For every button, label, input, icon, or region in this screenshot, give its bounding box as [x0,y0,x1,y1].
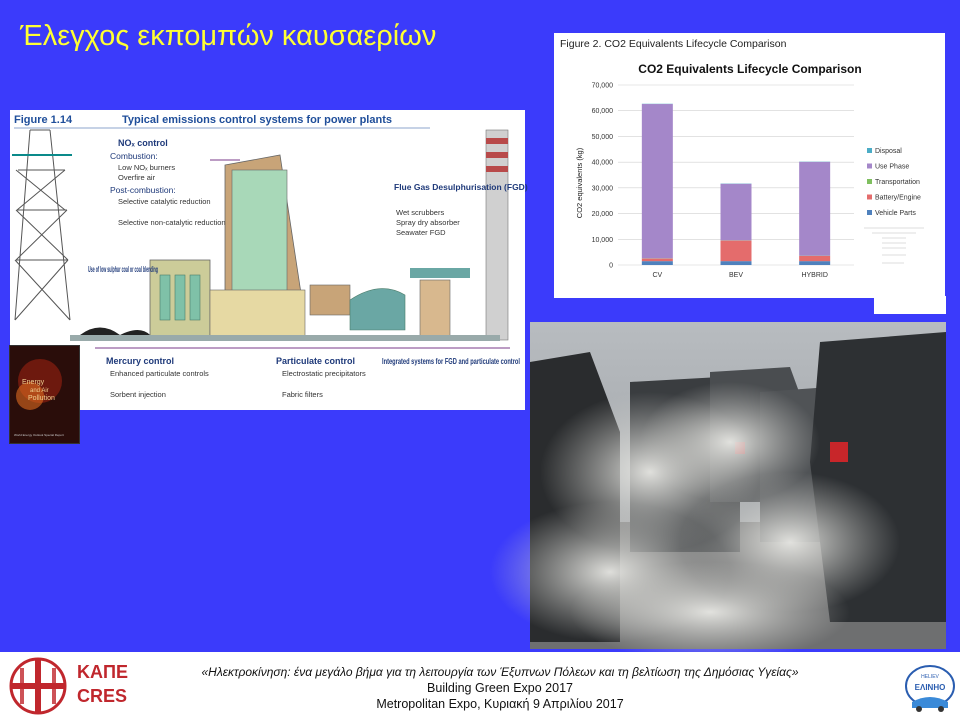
chart-bar-segment [721,261,752,265]
chart-legend-swatch [867,195,872,200]
chart-bar-segment [799,261,830,265]
chart-legend-swatch [867,179,872,184]
mercury-item: Sorbent injection [110,390,166,399]
slide-title: Έλεγχος εκπομπών καυσαερίων [20,20,437,52]
combustion-heading: Combustion: [110,151,158,161]
chart-legend-label: Use Phase [875,163,910,171]
chart-ytick-label: 20,000 [591,211,613,219]
coal-label: Use of low sulphur coal or coal blending [88,265,159,274]
book-title-line: Energy [22,379,45,386]
chart-bar-segment [721,241,752,262]
particulate-item: Electrostatic precipitators [282,369,366,378]
traffic-photo-art [530,322,946,649]
book-title-line: Pollution [28,395,55,402]
chart-ytick-label: 0 [609,262,613,270]
fgd-item: Seawater FGD [396,228,446,237]
footer-event-title: «Ηλεκτροκίνηση: ένα μεγάλο βήμα για τη λειτουργία των Έξυπνων Πόλεων και τη βελτίωση της Δημόσιας Υγείας» [201,665,799,679]
book-subtitle: World Energy Outlook Special Report [14,433,64,437]
eliney-logo-icon [904,662,956,716]
book-cover [9,345,80,444]
chart-legend-label: Disposal [875,148,902,155]
mercury-heading: Mercury control [106,356,175,366]
particulate-heading: Particulate control [276,356,356,366]
co2-chart-panel [554,33,945,298]
chart-legend-label: Battery/Engine [875,194,921,202]
integrated-heading: Integrated systems for FGD and particulate control [382,357,520,366]
cres-logo-text: CRES [77,686,128,706]
chart-legend-swatch [867,164,872,169]
fgd-item: Wet scrubbers [396,208,445,217]
particulate-item: Fabric filters [282,390,323,399]
footer-event-date: Metropolitan Expo, Κυριακή 9 Απριλίου 2017 [376,697,624,711]
chart-xtick-label: HYBRID [801,272,828,279]
chart-bar-segment [642,261,673,265]
mercury-item: Enhanced particulate controls [110,369,209,378]
chart-legend-label: Vehicle Parts [875,210,916,217]
eliney-logo-main: ΕΛΙΝΗΟ [914,683,946,692]
fgd-heading: Flue Gas Desulphurisation (FGD) [394,182,528,192]
chart-legend-swatch [867,210,872,215]
diagram-figure-title: Typical emissions control systems for power plants [122,114,392,126]
footer-event-name: Building Green Expo 2017 [427,681,573,695]
chart-ytick-label: 50,000 [591,133,613,141]
nox-heading: NOₓ control [118,138,168,148]
post-combustion-heading: Post-combustion: [110,185,176,195]
book-cover-art [10,346,79,443]
traffic-exhaust-photo [530,322,946,649]
chart-ytick-label: 40,000 [591,159,613,167]
chart-xtick-label: BEV [728,272,744,279]
chart-legend-label: Transportation [875,179,920,186]
emissions-diagram-panel [10,110,528,410]
chart-ylabel: CO2 equivalents (kg) [575,147,584,219]
combustion-item: Overfire air [118,173,156,182]
diagram-figure-label: Figure 1.14 [14,114,73,126]
chart-bar-segment [799,256,830,261]
chart-ytick-label: 60,000 [591,108,613,116]
chart-caption: Figure 2. CO2 Equivalents Lifecycle Comparison [560,38,787,50]
fgd-item: Spray dry absorber [396,218,460,227]
chart-legend-swatch [867,148,872,153]
chart-xtick-label: CV [652,272,663,279]
emissions-diagram [10,110,528,410]
chart-ytick-label: 10,000 [591,236,613,244]
chart-bar-segment [799,162,830,256]
kape-logo-text: ΚΑΠΕ [77,662,129,682]
chart-ytick-label: 30,000 [591,185,613,193]
chart-ytick-label: 70,000 [591,82,613,90]
post-combustion-item: Selective non-catalytic reduction [118,218,226,227]
combustion-item: Low NOₓ burners [118,163,176,172]
chart-bar-segment [642,259,673,262]
co2-chart [554,33,945,298]
chart-bar-segment [721,184,752,241]
book-title-line: and Air [30,388,49,394]
chart-title: CO2 Equivalents Lifecycle Comparison [638,62,862,76]
chart-bar-segment [642,104,673,258]
chart-note-strip [874,296,946,314]
post-combustion-item: Selective catalytic reduction [118,197,211,206]
eliney-logo-top: HELIEV [921,674,939,680]
